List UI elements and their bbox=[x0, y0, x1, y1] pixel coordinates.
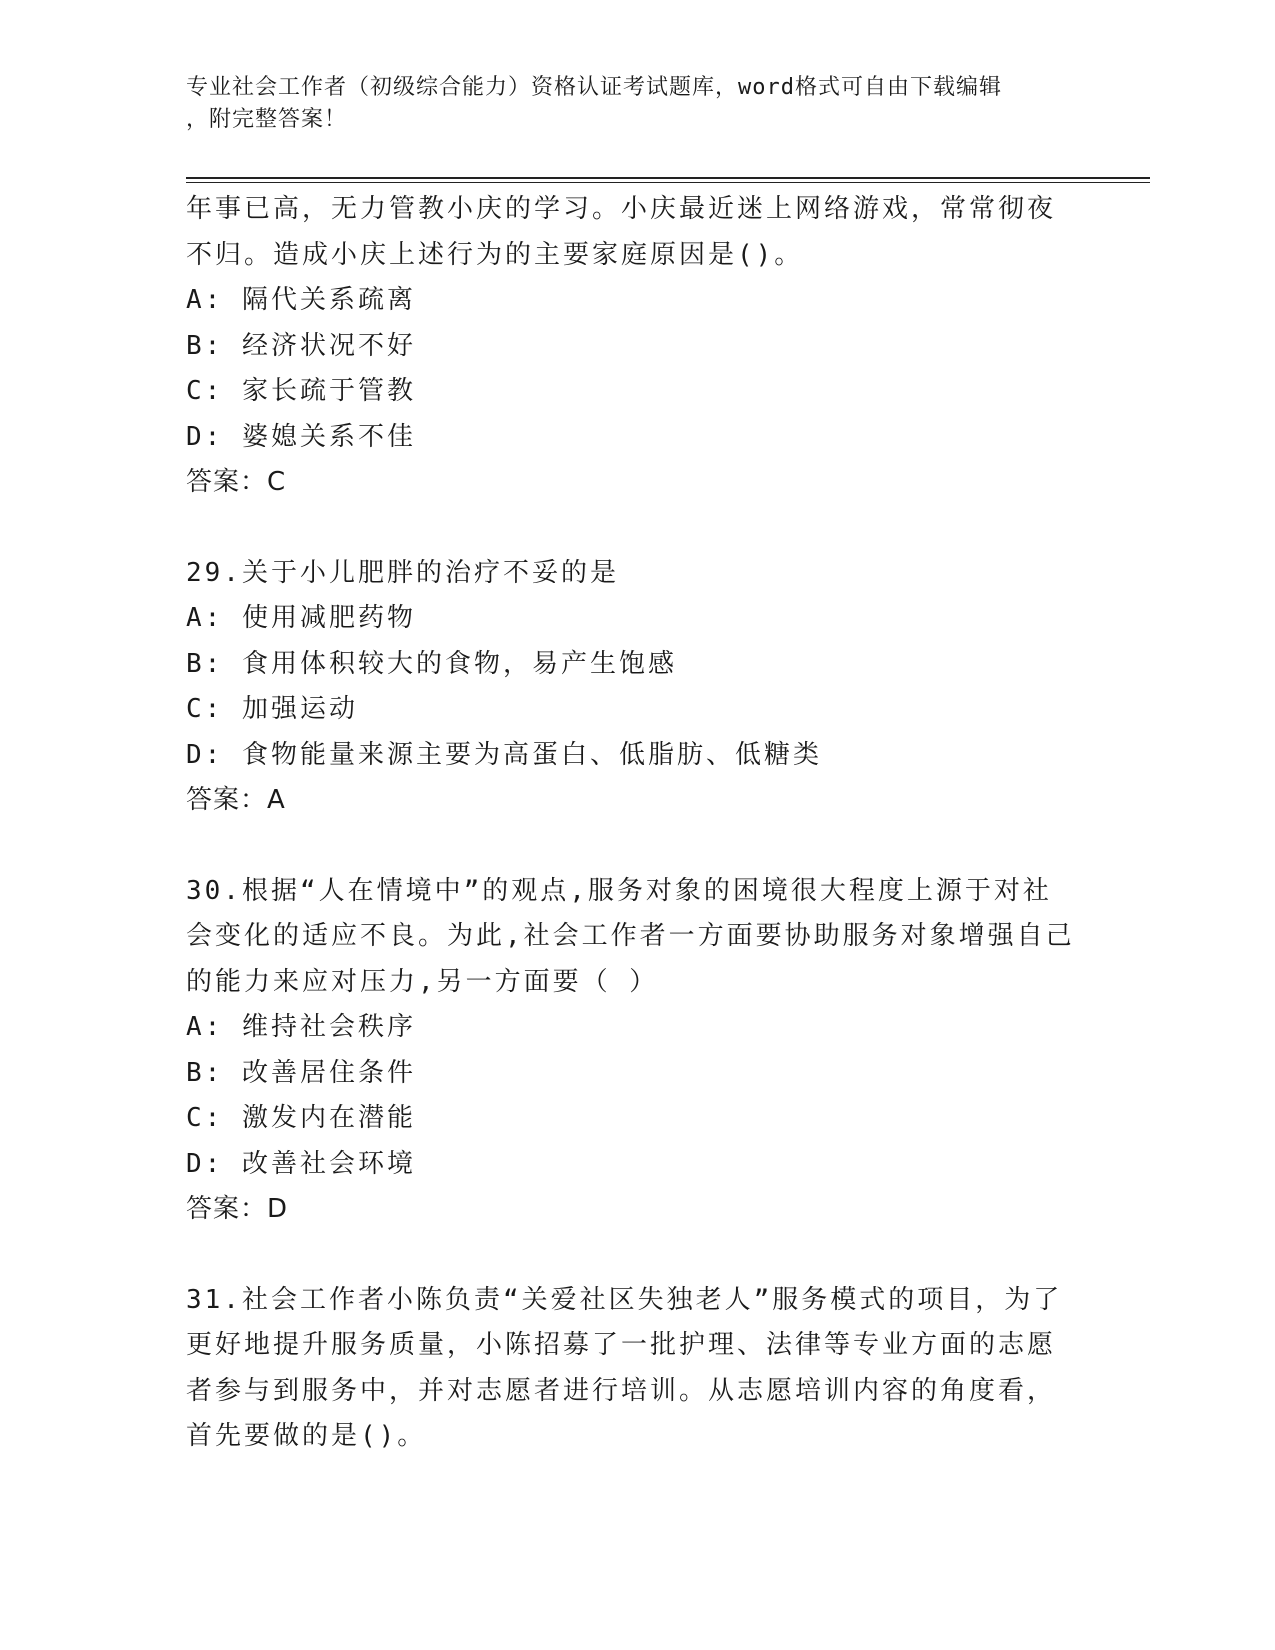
question-text-line: 会变化的适应不良。为此,社会工作者一方面要协助服务对象增强自己 bbox=[186, 921, 1075, 951]
question-content bbox=[186, 187, 1086, 1460]
header-title-line-1: 专业社会工作者（初级综合能力）资格认证考试题库，word格式可自由下载编辑 bbox=[186, 75, 1002, 100]
option-b: B: 经济状况不好 bbox=[186, 330, 416, 361]
answer-line: 答案：A bbox=[186, 785, 286, 815]
question-text-line: 更好地提升服务质量，小陈招募了一批护理、法律等专业方面的志愿 bbox=[186, 1330, 1057, 1360]
answer-line: 答案：C bbox=[186, 467, 287, 497]
option-b: B: 食用体积较大的食物，易产生饱感 bbox=[186, 648, 677, 679]
option-d: D: 婆媳关系不佳 bbox=[186, 421, 416, 452]
question-text-line: 者参与到服务中，并对志愿者进行培训。从志愿培训内容的角度看， bbox=[186, 1375, 1057, 1406]
question-text-line: 29.关于小儿肥胖的治疗不妥的是 bbox=[186, 557, 619, 588]
option-d: D: 食物能量来源主要为高蛋白、低脂肪、低糖类 bbox=[186, 739, 822, 770]
question-spacer bbox=[186, 506, 1086, 551]
question-spacer bbox=[186, 1233, 1086, 1278]
question-text-line: 不归。造成小庆上述行为的主要家庭原因是()。 bbox=[186, 239, 804, 270]
question-30 bbox=[186, 869, 1086, 1233]
question-text-line: 31.社会工作者小陈负责“关爱社区失独老人”服务模式的项目，为了 bbox=[186, 1284, 1063, 1315]
header-title-line-2: ，附完整答案！ bbox=[186, 107, 348, 132]
option-a: A: 使用减肥药物 bbox=[186, 603, 416, 633]
question-text-line: 首先要做的是()。 bbox=[186, 1421, 427, 1451]
option-a: A: 隔代关系疏离 bbox=[186, 285, 416, 315]
answer-line: 答案：D bbox=[186, 1194, 289, 1224]
option-c: C: 加强运动 bbox=[186, 694, 358, 724]
option-b: B: 改善居住条件 bbox=[186, 1057, 416, 1088]
header-divider-thick bbox=[186, 177, 1150, 179]
question-text-line: 30.根据“人在情境中”的观点,服务对象的困境很大程度上源于对社 bbox=[186, 875, 1052, 906]
option-c: C: 家长疏于管教 bbox=[186, 376, 416, 406]
option-a: A: 维持社会秩序 bbox=[186, 1012, 416, 1042]
option-c: C: 激发内在潜能 bbox=[186, 1103, 416, 1133]
question-text-line: 年事已高，无力管教小庆的学习。小庆最近迷上网络游戏，常常彻夜 bbox=[186, 194, 1057, 224]
question-28 bbox=[186, 187, 1086, 506]
option-d: D: 改善社会环境 bbox=[186, 1148, 416, 1179]
header-divider-thin bbox=[186, 182, 1150, 183]
document-header bbox=[186, 72, 1066, 136]
question-spacer bbox=[186, 824, 1086, 869]
question-31 bbox=[186, 1278, 1086, 1460]
question-29 bbox=[186, 551, 1086, 824]
question-text-line: 的能力来应对压力,另一方面要（ ） bbox=[186, 966, 659, 997]
